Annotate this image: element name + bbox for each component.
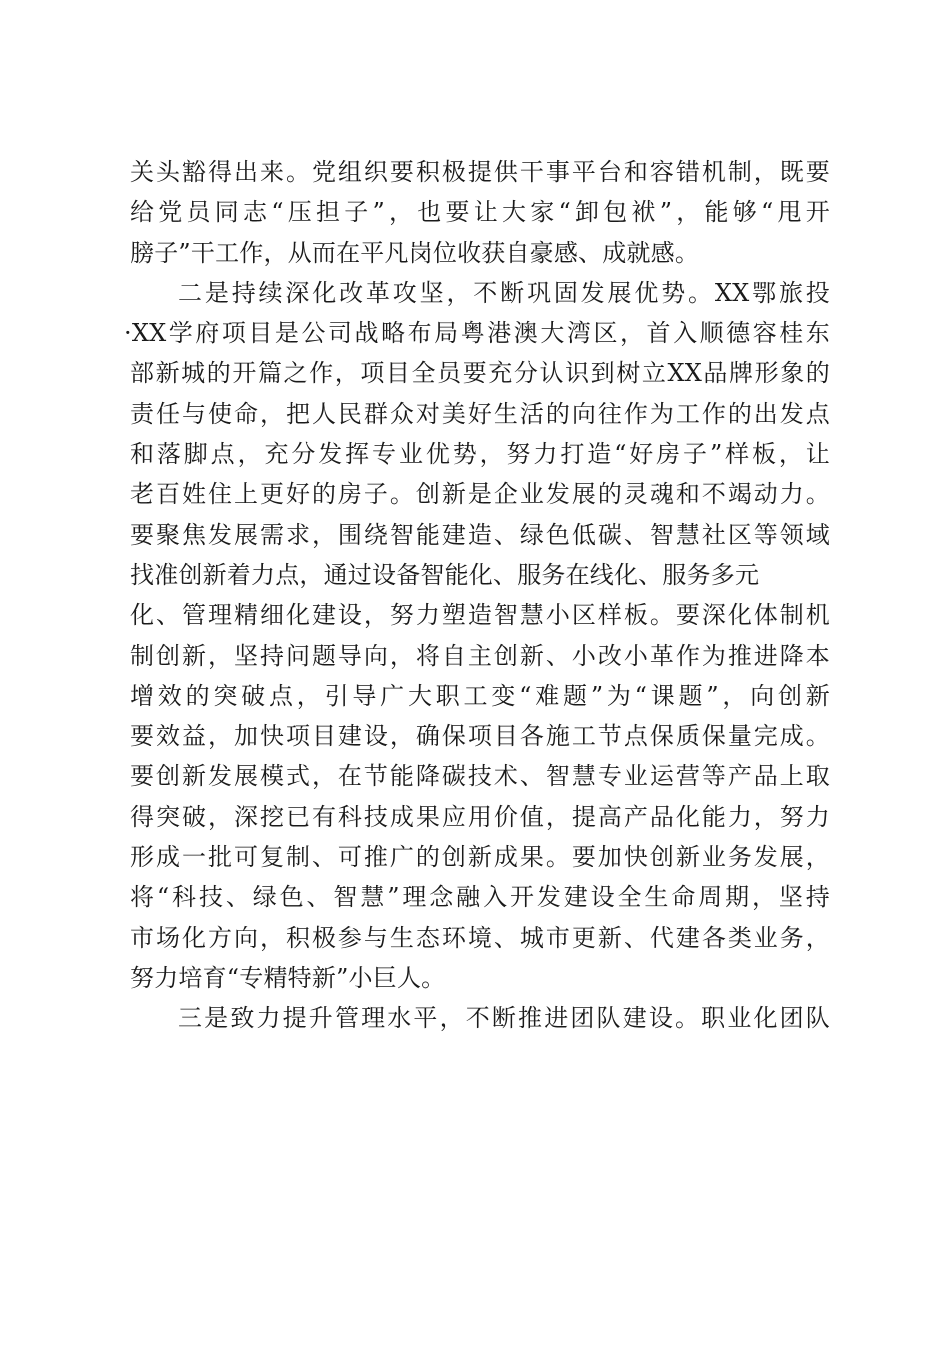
text-line: 要效益，加快项目建设，确保项目各施工节点保质保量完成。 <box>130 722 830 751</box>
text-line: 和落脚点，充分发挥专业优势，努力打造“好房子”样板，让 <box>130 440 830 469</box>
text-line: 努力培育“专精特新”小巨人。 <box>130 963 446 992</box>
text-line: 制创新，坚持问题导向，将自主创新、小改小革作为推进降本 <box>130 641 830 670</box>
text-line: 市场化方向，积极参与生态环境、城市更新、代建各类业务， <box>130 923 830 952</box>
text-line: 膀子”干工作，从而在平凡岗位收获自豪感、成就感。 <box>130 238 700 267</box>
text-line: 化、管理精细化建设，努力塑造智慧小区样板。要深化体制机 <box>130 601 830 630</box>
text-line: 部新城的开篇之作，项目全员要充分认识到树立XX品牌形象的 <box>130 359 830 388</box>
text-line: 给党员同志“压担子”，也要让大家“卸包袱”，能够“甩开 <box>130 198 830 227</box>
text-line: 关头豁得出来。党组织要积极提供干事平台和容错机制，既要 <box>130 158 830 186</box>
text-line: ·XX学府项目是公司战略布局粤港澳大湾区，首入顺德容桂东 <box>124 319 830 348</box>
text-line: 得突破，深挖已有科技成果应用价值，提高产品化能力，努力 <box>130 802 830 831</box>
text-line: 要创新发展模式，在节能降碳技术、智慧专业运营等产品上取 <box>130 762 830 791</box>
text-line: 老百姓住上更好的房子。创新是企业发展的灵魂和不竭动力。 <box>130 480 830 509</box>
body-text <box>124 152 830 1039</box>
text-line: 责任与使命，把人民群众对美好生活的向往作为工作的出发点 <box>130 399 830 428</box>
text-line: 找准创新着力点，通过设备智能化、服务在线化、服务多元 <box>130 560 760 589</box>
paragraph-start-line: 三是致力提升管理水平，不断推进团队建设。职业化团队 <box>178 1004 830 1033</box>
paragraph-start-line: 二是持续深化改革攻坚，不断巩固发展优势。XX鄂旅投 <box>178 278 830 307</box>
text-line: 要聚焦发展需求，围绕智能建造、绿色低碳、智慧社区等领域 <box>130 520 830 549</box>
text-line: 形成一批可复制、可推广的创新成果。要加快创新业务发展， <box>130 843 830 872</box>
text-line: 增效的突破点，引导广大职工变“难题”为“课题”，向创新 <box>130 681 830 710</box>
text-line: 将“科技、绿色、智慧”理念融入开发建设全生命周期，坚持 <box>130 883 830 912</box>
